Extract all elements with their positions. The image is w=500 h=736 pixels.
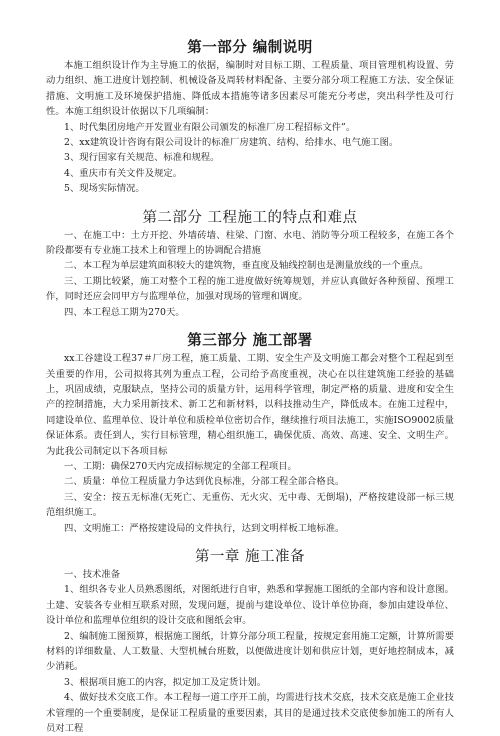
paragraph: xx工谷建设工程37＃厂房工程，施工质量、工期、安全生产及文明施工都会对整个工程起到至关重要的作用，公司拟将其列为重点工程，公司给予高度重视，决心在以往建筑施工经验的基础上，巩固成绩，克服缺点，坚持公司的质量方针，运用科学管理，制定严格的质量、进度和安全生产的控制措施，大力采用新技术、新工艺和新材料，以科技推动生产，降低成本。在施工过程中，同建设单位、监理单位、设计单位和质检单位密切合作，继续推行项目法施工，实施ISO9002质量保证体系。责任到人，实行目标管理，精心组织施工，确保优质、高效、高速、安全、文明生产。为此我公司制定以下各项目标 <box>46 353 454 457</box>
paragraph: 4、做好技术交底工作。本工程每一道工序开工前，均需进行技术交底，技术交底是施工企业技术管理的一个重要制度，是保证工程质量的重要因素，其目的是通过技术交底使参加施工的所有人员对工程 <box>46 692 454 735</box>
paragraph: 一、工期：确保270天内完成招标规定的全部工程项目。 <box>64 460 297 472</box>
list-item: 2、xx建筑设计咨询有限公司设计的标准厂房建筑、结构、给排水、电气施工图。 <box>64 137 399 149</box>
section-deployment <box>46 331 454 536</box>
subheading: 一、技术准备 <box>64 568 121 580</box>
paragraph: 2、编制施工图预算，根据施工图纸，计算分部分项工程量，按规定套用施工定额，计算所需要材料的详细数量、人工数量、大型机械台班数，以便做进度计划和供应计划，更好地控制成本，减少消耗。 <box>46 630 454 673</box>
paragraph: 三、安全：按五无标准(无死亡、无重伤、无火灾、无中毒、无倒塌)，严格按建设部一标三规范组织施工。 <box>46 491 454 519</box>
section-title: 第一部分 编制说明 <box>187 39 313 56</box>
chapter-title: 第一章 施工准备 <box>194 548 306 565</box>
list-item: 5、现场实际情况。 <box>64 183 145 195</box>
list-item: 4、重庆市有关文件及规定。 <box>64 167 183 179</box>
paragraph: 二、质量：单位工程质量力争达到优良标准，分部工程全部合格良。 <box>64 476 345 488</box>
list-item: 1、时代集团房地产开发置业有限公司颁发的标准厂房工程招标文件”。 <box>64 121 356 133</box>
paragraph: 1、组织各专业人员熟悉图纸，对图纸进行自审，熟悉和掌握施工图纸的全部内容和设计意图。土建、安装各专业相互联系对照，发现问题，提前与建设单位、设计单位协商，参加由建设单位、设计单位和监理单位组织的设计交底和图纸会审。 <box>46 584 454 627</box>
paragraph: 本施工组织设计作为主导施工的依据，编制时对目标工期、工程质量、项目管理机构设置、劳动力组织、施工进度计划控制、机械设备及周转材料配备、主要分部分项工程施工方法、安全保证措施、文明施工及环境保护措施、降低成本措施等诸多因素尽可能充分考虑，突出科学性及可行性。本施工组织设计依据以下几项编制： <box>46 60 454 118</box>
paragraph: 一、在施工中：土方开挖、外墙砖墙、柱梁、门窗、水电、消防等分项工程较多，在施工各个阶段都要有专业施工技术上和管理上的协调配合措施 <box>46 229 454 257</box>
list-item: 3、现行国家有关规范、标准和规程。 <box>64 152 220 164</box>
section-title: 第三部分 施工部署 <box>187 332 313 350</box>
paragraph: 3、根据项目施工的内容，拟定加工及定货计划。 <box>64 676 267 688</box>
section-preparation-notes <box>46 38 454 197</box>
paragraph: 二、本工程为单层建筑面积较大的建筑物，垂直度及轴线控制也是测量放线的一个重点。 <box>64 260 429 272</box>
paragraph: 四、文明施工：严格按建设局的文件执行，达到文明样板工地标准。 <box>64 522 345 534</box>
section-construction-prep <box>46 547 454 736</box>
section-features-difficulties <box>46 208 454 320</box>
paragraph: 四、本工程总工期为270天。 <box>64 306 185 318</box>
section-title: 第二部分 工程施工的特点和难点 <box>142 209 358 226</box>
paragraph: 三、工期比较紧，施工对整个工程的施工进度做好统筹规划，并应认真做好各种预留、预埋工作，同时还应会同甲方与监理单位，加强对现场的管理和调度。 <box>46 275 454 303</box>
